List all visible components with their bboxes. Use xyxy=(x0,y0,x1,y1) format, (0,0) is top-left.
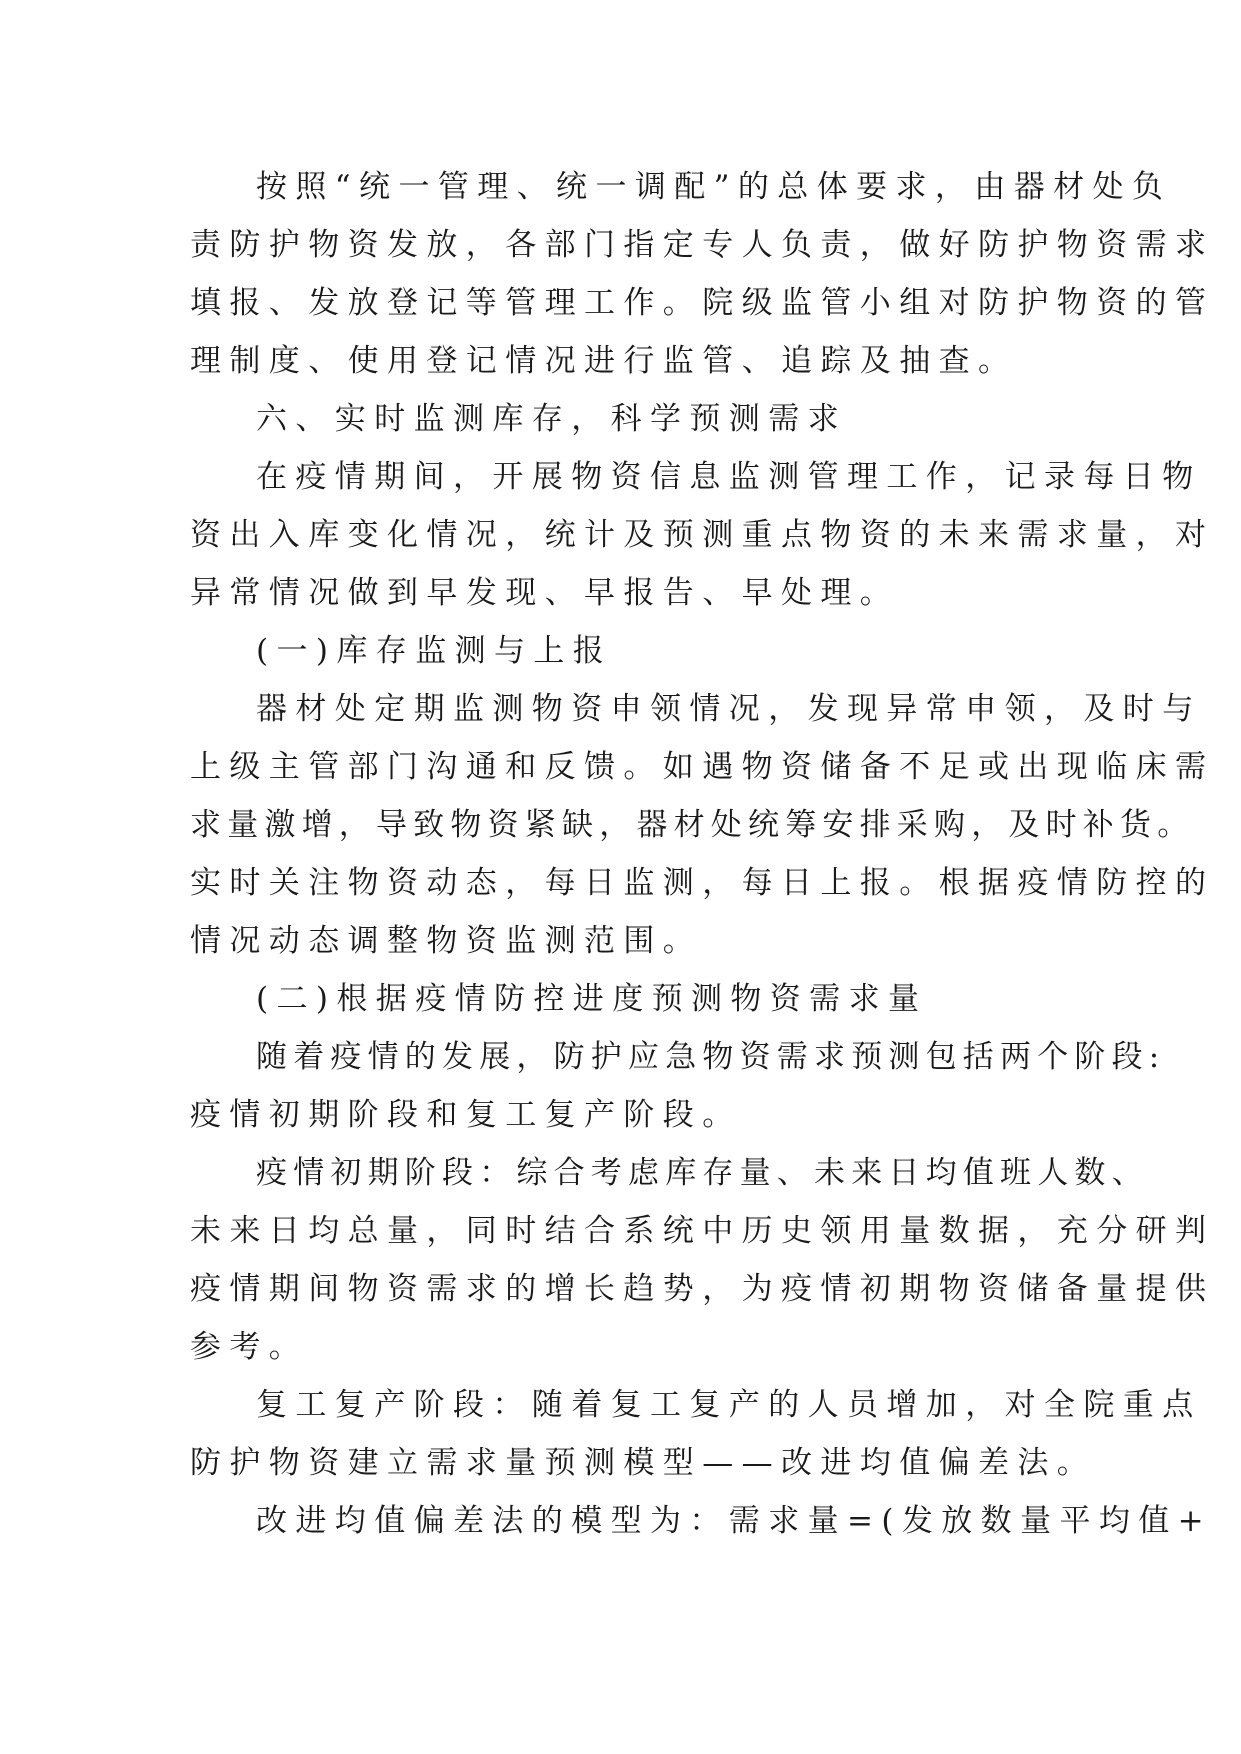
paragraph-line: 理制度、使用登记情况进行监管、追踪及抽查。 xyxy=(190,343,1018,379)
paragraph-line: 器材处定期监测物资申领情况，发现异常申领，及时与 xyxy=(256,691,1202,727)
paragraph-line: 异常情况做到早发现、早报告、早处理。 xyxy=(190,575,900,611)
paragraph-line: 随着疫情的发展，防护应急物资需求预测包括两个阶段: xyxy=(256,1039,1166,1075)
paragraph-line: 在疫情期间，开展物资信息监测管理工作，记录每日物 xyxy=(256,459,1202,495)
paragraph-line: 复工复产阶段：随着复工复产的人员增加，对全院重点 xyxy=(256,1387,1202,1423)
paragraph-line: 按照“统一管理、统一调配”的总体要求，由器材处负 xyxy=(256,169,1172,205)
paragraph-line: 防护物资建立需求量预测模型——改进均值偏差法。 xyxy=(190,1445,1097,1481)
paragraph-line: 参考。 xyxy=(190,1329,309,1365)
paragraph-line: 填报、发放登记等管理工作。院级监管小组对防护物资的管 xyxy=(190,285,1215,321)
subsection-heading: (二)根据疫情防控进度预测物资需求量 xyxy=(256,981,928,1017)
paragraph-line: 实时关注物资动态，每日监测，每日上报。根据疫情防控的 xyxy=(190,865,1215,901)
paragraph-line: 改进均值偏差法的模型为：需求量=(发放数量平均值+ xyxy=(256,1503,1213,1539)
paragraph-line: 未来日均总量，同时结合系统中历史领用量数据，充分研判 xyxy=(190,1213,1215,1249)
paragraph-line: 疫情期间物资需求的增长趋势，为疫情初期物资储备量提供 xyxy=(190,1271,1215,1307)
paragraph-line: 责防护物资发放，各部门指定专人负责，做好防护物资需求 xyxy=(190,227,1215,263)
subsection-heading: (一)库存监测与上报 xyxy=(256,633,613,669)
paragraph-line: 求量激增，导致物资紧缺，器材处统筹安排采购，及时补货。 xyxy=(190,807,1195,843)
paragraph-line: 上级主管部门沟通和反馈。如遇物资储备不足或出现临床需 xyxy=(190,749,1215,785)
paragraph-line: 疫情初期阶段和复工复产阶段。 xyxy=(190,1097,742,1133)
paragraph-line: 资出入库变化情况，统计及预测重点物资的未来需求量，对 xyxy=(190,517,1215,553)
paragraph-line: 情况动态调整物资监测范围。 xyxy=(190,923,703,959)
paragraph-line: 疫情初期阶段：综合考虑库存量、未来日均值班人数、 xyxy=(256,1155,1149,1191)
section-heading: 六、实时监测库存，科学预测需求 xyxy=(256,401,847,437)
